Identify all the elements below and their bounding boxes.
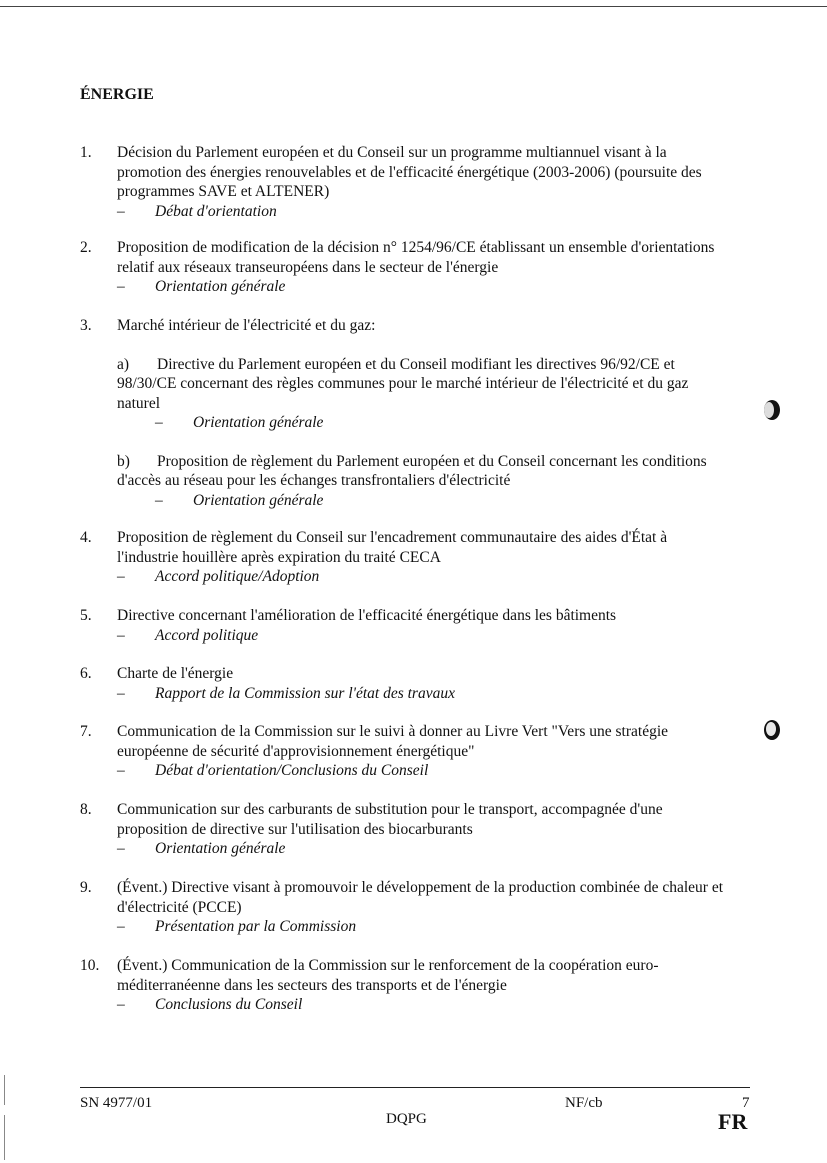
dash: – bbox=[155, 491, 163, 509]
item-number: 9. bbox=[80, 879, 92, 896]
section-heading: ÉNERGIE bbox=[80, 86, 154, 103]
action-label: Orientation générale bbox=[155, 840, 286, 857]
agenda-item-5 bbox=[80, 606, 730, 645]
action-label: Orientation générale bbox=[193, 491, 324, 509]
subitem-label: a) bbox=[117, 355, 130, 373]
item-action bbox=[117, 839, 730, 859]
dash: – bbox=[117, 626, 125, 644]
margin-mark bbox=[4, 1075, 5, 1105]
action-label: Rapport de la Commission sur l'état des travaux bbox=[155, 684, 455, 702]
agenda-item-9 bbox=[80, 878, 730, 937]
action-label: Orientation générale bbox=[193, 414, 324, 431]
dash: – bbox=[117, 278, 125, 295]
page-number: 7 bbox=[742, 1095, 750, 1111]
item-text: Proposition de règlement du Conseil sur l'encadrement communautaire des aides d'État à l'industrie houillère après expiration du traité CECA bbox=[117, 529, 668, 566]
item-number: 6. bbox=[80, 665, 92, 682]
action-label: Présentation par la Commission bbox=[155, 918, 357, 935]
action-label: Conclusions du Conseil bbox=[155, 996, 303, 1013]
subitem-label: b) bbox=[117, 452, 130, 470]
item-text: (Évent.) Communication de la Commission sur le renforcement de la coopération euro-méditerranéenne dans les secteurs des transports et de l'énergie bbox=[117, 957, 659, 994]
margin-mark bbox=[4, 1115, 5, 1160]
agenda-item-1 bbox=[80, 143, 730, 221]
item-number: 4. bbox=[80, 529, 92, 546]
punch-hole-icon bbox=[762, 718, 782, 742]
footer-rule bbox=[80, 1087, 750, 1088]
item-number: 8. bbox=[80, 801, 92, 818]
subitem-text: Directive du Parlement européen et du Conseil modifiant les directives 96/92/CE et 98/30/CE concernant des règles communes pour le marché intérieur de l'électricité et du gaz naturel bbox=[117, 355, 689, 412]
language-code: FR bbox=[718, 1109, 748, 1134]
document-reference: SN 4977/01 bbox=[80, 1095, 153, 1111]
item-action bbox=[117, 761, 730, 781]
agenda-item-4 bbox=[80, 528, 730, 587]
agenda-item-6 bbox=[80, 664, 730, 703]
item-number: 7. bbox=[80, 723, 92, 740]
agenda-item-8 bbox=[80, 800, 730, 859]
agenda-item-2 bbox=[80, 238, 730, 297]
action-label: Accord politique/Adoption bbox=[155, 568, 320, 585]
agenda-item-3 bbox=[80, 316, 730, 510]
item-text: Décision du Parlement européen et du Conseil sur un programme multiannuel visant à la promotion des énergies renouvelables et de l'efficacité énergétique (2003-2006) (poursuite des programmes SAVE et ALTENER) bbox=[117, 144, 702, 200]
dash: – bbox=[117, 762, 125, 779]
agenda-item-10 bbox=[80, 956, 730, 1015]
subitem-text: Proposition de règlement du Parlement européen et du Conseil concernant les conditions d'accès au réseau pour les échanges transfrontaliers d'électricité bbox=[117, 452, 707, 489]
item-number: 5. bbox=[80, 607, 92, 624]
agenda-item-7 bbox=[80, 722, 730, 781]
dash: – bbox=[117, 840, 125, 857]
dash: – bbox=[117, 996, 125, 1013]
subitem-b bbox=[117, 452, 730, 511]
item-action bbox=[155, 413, 730, 433]
item-number: 2. bbox=[80, 239, 92, 256]
dash: – bbox=[117, 918, 125, 935]
dash: – bbox=[117, 568, 125, 585]
item-action bbox=[117, 684, 730, 704]
action-label: Débat d'orientation bbox=[155, 202, 277, 220]
item-number: 1. bbox=[80, 144, 92, 161]
author-initials: NF/cb bbox=[565, 1095, 603, 1111]
item-action bbox=[117, 917, 730, 937]
item-number: 3. bbox=[80, 317, 92, 334]
dash: – bbox=[117, 202, 125, 220]
action-label: Accord politique bbox=[155, 626, 259, 644]
item-text: Communication sur des carburants de substitution pour le transport, accompagnée d'une proposition de directive sur l'utilisation des biocarburants bbox=[117, 801, 663, 838]
item-action bbox=[117, 277, 730, 297]
item-text: Communication de la Commission sur le suivi à donner au Livre Vert "Vers une stratégie européenne de sécurité d'approvisionnement énergétique" bbox=[117, 723, 669, 760]
punch-hole-icon bbox=[762, 398, 782, 422]
item-action bbox=[117, 626, 730, 646]
item-text: Proposition de modification de la décision n° 1254/96/CE établissant un ensemble d'orientations relatif aux réseaux transeuropéens dans le secteur de l'énergie bbox=[117, 239, 715, 276]
top-border-line bbox=[0, 6, 827, 7]
item-number: 10. bbox=[80, 957, 100, 974]
item-text: Marché intérieur de l'électricité et du gaz: bbox=[117, 317, 376, 334]
item-text: Charte de l'énergie bbox=[117, 665, 234, 682]
item-text: Directive concernant l'amélioration de l'efficacité énergétique dans les bâtiments bbox=[117, 607, 617, 624]
action-label: Débat d'orientation/Conclusions du Conseil bbox=[155, 762, 429, 779]
subitem-a bbox=[117, 355, 730, 433]
item-action bbox=[117, 567, 730, 587]
action-label: Orientation générale bbox=[155, 278, 286, 295]
item-action bbox=[117, 202, 730, 222]
item-action bbox=[155, 491, 730, 511]
dash: – bbox=[155, 414, 163, 431]
department-code: DQPG bbox=[386, 1111, 427, 1127]
item-action bbox=[117, 995, 730, 1015]
item-text: (Évent.) Directive visant à promouvoir le développement de la production combinée de chaleur et d'électricité (PCCE) bbox=[117, 879, 723, 916]
dash: – bbox=[117, 684, 125, 702]
